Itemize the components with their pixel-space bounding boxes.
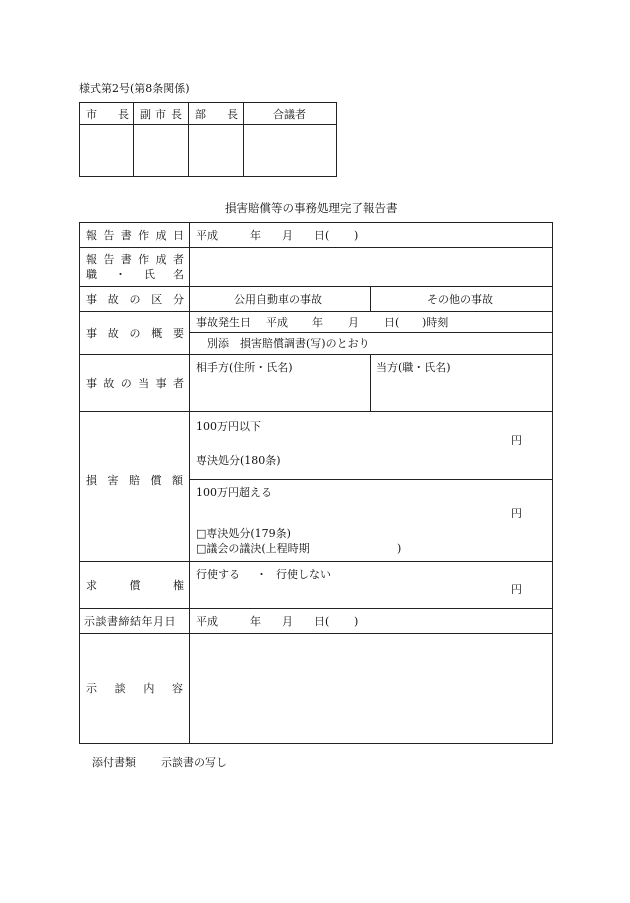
damages-over-1m[interactable]: 100万円超える 円 □専決処分(179条) □議会の議決(上程時期 ) bbox=[190, 480, 553, 562]
damages-under-1m[interactable]: 100万円以下 円 専決処分(180条) bbox=[190, 412, 553, 480]
approval-header-director: 部 長 bbox=[189, 103, 244, 125]
approval-stamp-director bbox=[189, 125, 244, 177]
form-number: 様式第2号(第8条関係) bbox=[79, 82, 190, 95]
attachment-value: 示談書の写し bbox=[161, 756, 227, 769]
settlement-content-label: 示 談 内 容 bbox=[80, 634, 190, 744]
settlement-date-label: 示談書締結年月日 bbox=[80, 609, 190, 634]
recourse-label: 求 償 権 bbox=[80, 562, 190, 609]
attachment-label: 添付書類 bbox=[92, 756, 136, 769]
created-date-label: 報 告 書 作 成 日 bbox=[80, 223, 190, 248]
settlement-date-value[interactable]: 平成 年 月 日( ) bbox=[190, 609, 553, 634]
parties-other-field[interactable]: 相手方(住所・氏名) bbox=[190, 355, 371, 412]
document-title: 損害賠償等の事務処理完了報告書 bbox=[225, 201, 398, 215]
damages-label: 損 害 賠 償 額 bbox=[80, 412, 190, 562]
approval-header-mayor: 市 長 bbox=[80, 103, 134, 125]
summary-note: 別添 損害賠償調書(写)のとおり bbox=[190, 333, 553, 355]
created-date-value[interactable]: 平成 年 月 日( ) bbox=[190, 223, 553, 248]
settlement-content-value[interactable] bbox=[190, 634, 553, 744]
category-option-vehicle[interactable]: 公用自動車の事故 bbox=[190, 287, 371, 312]
category-label: 事 故 の 区 分 bbox=[80, 287, 190, 312]
category-option-other[interactable]: その他の事故 bbox=[371, 287, 553, 312]
approval-stamp-mayor bbox=[80, 125, 134, 177]
report-table bbox=[79, 222, 553, 744]
recourse-value[interactable]: 行使する ・ 行使しない 円 bbox=[190, 562, 553, 609]
parties-self-field[interactable]: 当方(職・氏名) bbox=[371, 355, 553, 412]
creator-label: 報 告 書 作 成 者 職 ・ 氏 名 bbox=[80, 248, 190, 287]
approval-header-council: 合議者 bbox=[244, 103, 337, 125]
summary-label: 事 故 の 概 要 bbox=[80, 312, 190, 355]
parties-label: 事 故 の 当 事 者 bbox=[80, 355, 190, 412]
approval-stamp-council bbox=[244, 125, 337, 177]
summary-occurrence-date[interactable]: 事故発生日 平成 年 月 日( )時刻 bbox=[190, 312, 553, 333]
approval-stamp-deputy-mayor bbox=[134, 125, 189, 177]
approval-header-deputy-mayor: 副 市 長 bbox=[134, 103, 189, 125]
approval-table bbox=[79, 102, 337, 177]
creator-value[interactable] bbox=[190, 248, 553, 287]
